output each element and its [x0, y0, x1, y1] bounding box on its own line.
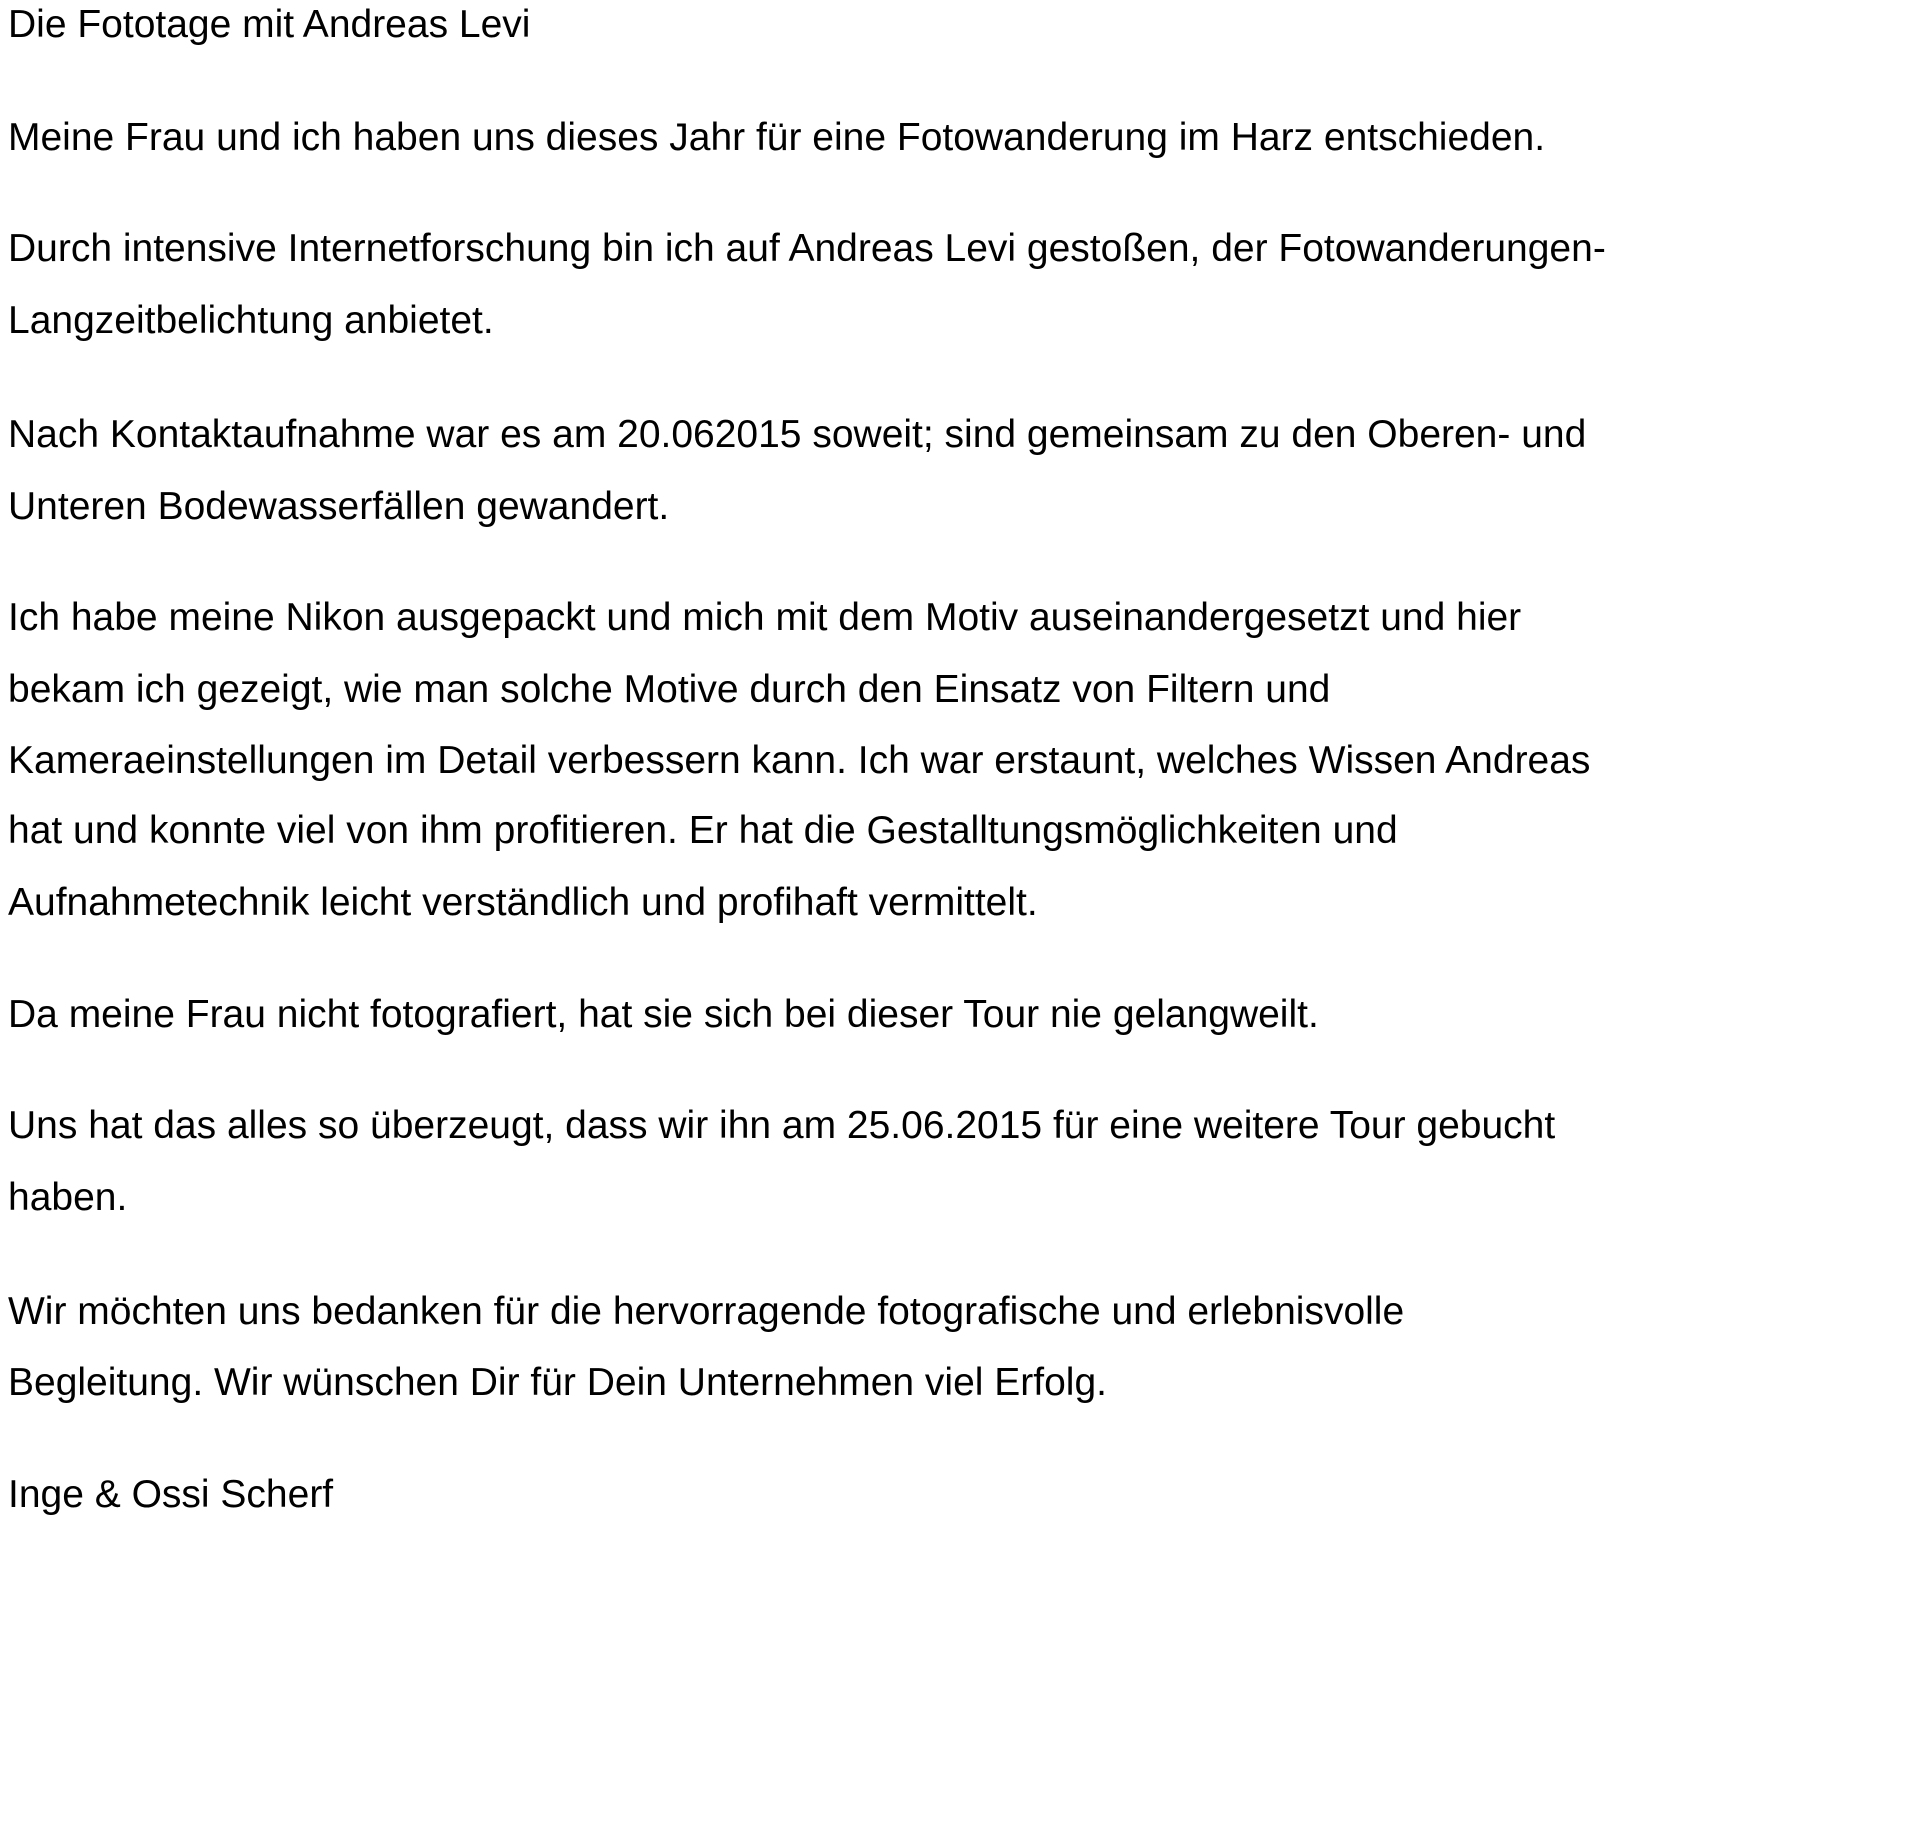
paragraph-7-line-2: Begleitung. Wir wünschen Dir für Dein Unternehmen viel Erfolg. — [8, 1361, 1107, 1404]
paragraph-1-line-1: Meine Frau und ich haben uns dieses Jahr für eine Fotowanderung im Harz entschieden. — [8, 116, 1546, 159]
paragraph-4-line-4: hat und konnte viel von ihm profitieren. Er hat die Gestalltungsmöglichkeiten und — [8, 809, 1398, 852]
paragraph-6-line-1: Uns hat das alles so überzeugt, dass wir ihn am 25.06.2015 für eine weitere Tour gebucht — [8, 1104, 1556, 1147]
paragraph-2-line-1: Durch intensive Internetforschung bin ich auf Andreas Levi gestoßen, der Fotowanderungen- — [8, 227, 1606, 270]
paragraph-7-line-1: Wir möchten uns bedanken für die hervorragende fotografische und erlebnisvolle — [8, 1290, 1405, 1333]
signature: Inge & Ossi Scherf — [8, 1473, 334, 1516]
paragraph-3-line-2: Unteren Bodewasserfällen gewandert. — [8, 485, 670, 528]
paragraph-4-line-2: bekam ich gezeigt, wie man solche Motive durch den Einsatz von Filtern und — [8, 668, 1331, 711]
paragraph-5-line-1: Da meine Frau nicht fotografiert, hat sie sich bei dieser Tour nie gelangweilt. — [8, 993, 1319, 1036]
document-title: Die Fototage mit Andreas Levi — [8, 3, 531, 46]
paragraph-4-line-3: Kameraeinstellungen im Detail verbessern kann. Ich war erstaunt, welches Wissen Andreas — [8, 739, 1591, 782]
paragraph-4-line-5: Aufnahmetechnik leicht verständlich und profihaft vermittelt. — [8, 881, 1038, 924]
paragraph-3-line-1: Nach Kontaktaufnahme war es am 20.062015 soweit; sind gemeinsam zu den Oberen- und — [8, 413, 1587, 456]
paragraph-2-line-2: Langzeitbelichtung anbietet. — [8, 299, 494, 342]
paragraph-4-line-1: Ich habe meine Nikon ausgepackt und mich mit dem Motiv auseinandergesetzt und hier — [8, 596, 1522, 639]
paragraph-6-line-2: haben. — [8, 1176, 128, 1219]
